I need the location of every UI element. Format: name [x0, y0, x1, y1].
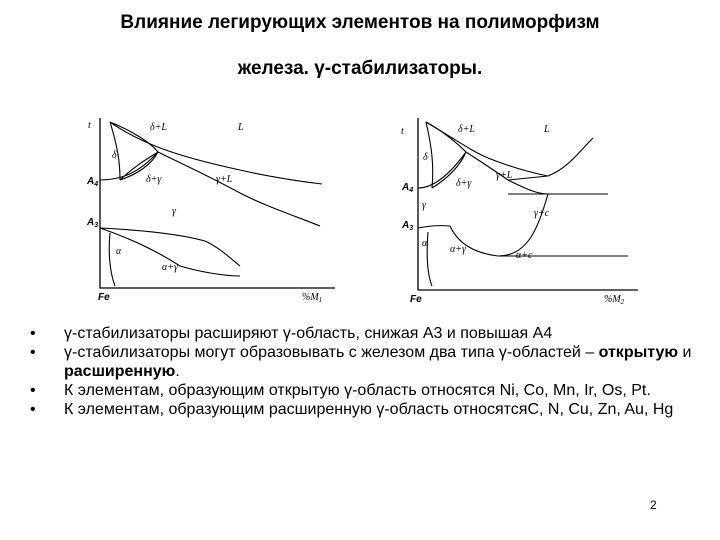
bullet-item: [30, 400, 700, 419]
label-alpha: α: [422, 238, 428, 249]
label-delta: δ: [423, 152, 428, 163]
axes: [100, 118, 335, 288]
label-delta-gamma: δ+γ: [146, 174, 162, 185]
label-gamma-l: γ+L: [496, 170, 513, 181]
label-x-axis: $\%M_1$: [302, 292, 323, 304]
phase-diagram-open-gamma: [80, 108, 342, 306]
bullet-dot: •: [30, 344, 36, 361]
label-l: L: [238, 122, 244, 133]
slide-title-line1: Влияние легирующих элементов на полиморфизм: [120, 12, 600, 33]
diagram-labels: [86, 120, 322, 304]
bullet-text: γ-стабилизаторы могут образовывать с железом два типа γ-областей –: [64, 344, 599, 361]
label-delta: δ: [112, 150, 117, 161]
label-gamma: γ: [172, 206, 176, 217]
label-fe: Fe: [410, 294, 422, 305]
phase-boundaries: [418, 122, 628, 286]
label-alpha: α: [116, 246, 122, 257]
label-gamma-c: γ+c: [534, 208, 550, 219]
label-alpha-gamma: α+γ: [162, 262, 178, 273]
label-gamma-l: γ+L: [216, 174, 233, 185]
bullet-text: γ-стабилизаторы расширяют γ-область, снижая A3 и повышая A4: [64, 325, 553, 342]
label-delta-l: δ+L: [458, 124, 475, 135]
bullet-item: [30, 343, 700, 381]
label-a4: $A_4$: [87, 176, 99, 188]
bullet-list: [30, 324, 700, 419]
bullet-item: [30, 381, 700, 400]
bullet-dot: •: [30, 382, 36, 399]
bullet-emphasis-expanded: расширенную: [64, 363, 176, 380]
label-a3: $A_3$: [87, 217, 99, 229]
bullet-dot: •: [30, 401, 36, 418]
bullet-dot: •: [30, 325, 36, 342]
label-a3: $A_3$: [402, 220, 414, 232]
bullet-text: К элементам, образующим открытую γ-область относятся Ni, Co, Mn, Ir, Os, Pt.: [64, 382, 651, 399]
label-fe: Fe: [98, 292, 110, 303]
label-delta-gamma: δ+γ: [456, 178, 472, 189]
label-t: t: [401, 126, 404, 137]
slide-title-line2: железа. γ-стабилизаторы.: [237, 58, 483, 79]
label-t: t: [88, 120, 91, 131]
page-number: 2: [650, 498, 657, 512]
label-alpha-c: α+c: [516, 250, 533, 261]
label-alpha-gamma: α+γ: [450, 244, 466, 255]
label-x-axis: $\%M_2$: [604, 294, 625, 306]
phase-diagram-expanded-gamma: [398, 108, 644, 308]
axes: [418, 118, 638, 290]
label-a4: $A_4$: [402, 182, 414, 194]
bullet-text: и: [678, 344, 692, 361]
phase-boundaries: [100, 122, 322, 286]
bullet-emphasis-open: открытую: [598, 344, 679, 361]
label-l: L: [544, 124, 550, 135]
bullet-text: К элементам, образующим расширенную γ-область относятсяC, N, Cu, Zn, Au, Hg: [64, 401, 674, 418]
diagram-labels: [401, 124, 625, 306]
bullet-text: .: [175, 363, 180, 380]
label-delta-l: δ+L: [150, 122, 167, 133]
label-gamma: γ: [422, 200, 426, 211]
bullet-item: [30, 324, 700, 343]
